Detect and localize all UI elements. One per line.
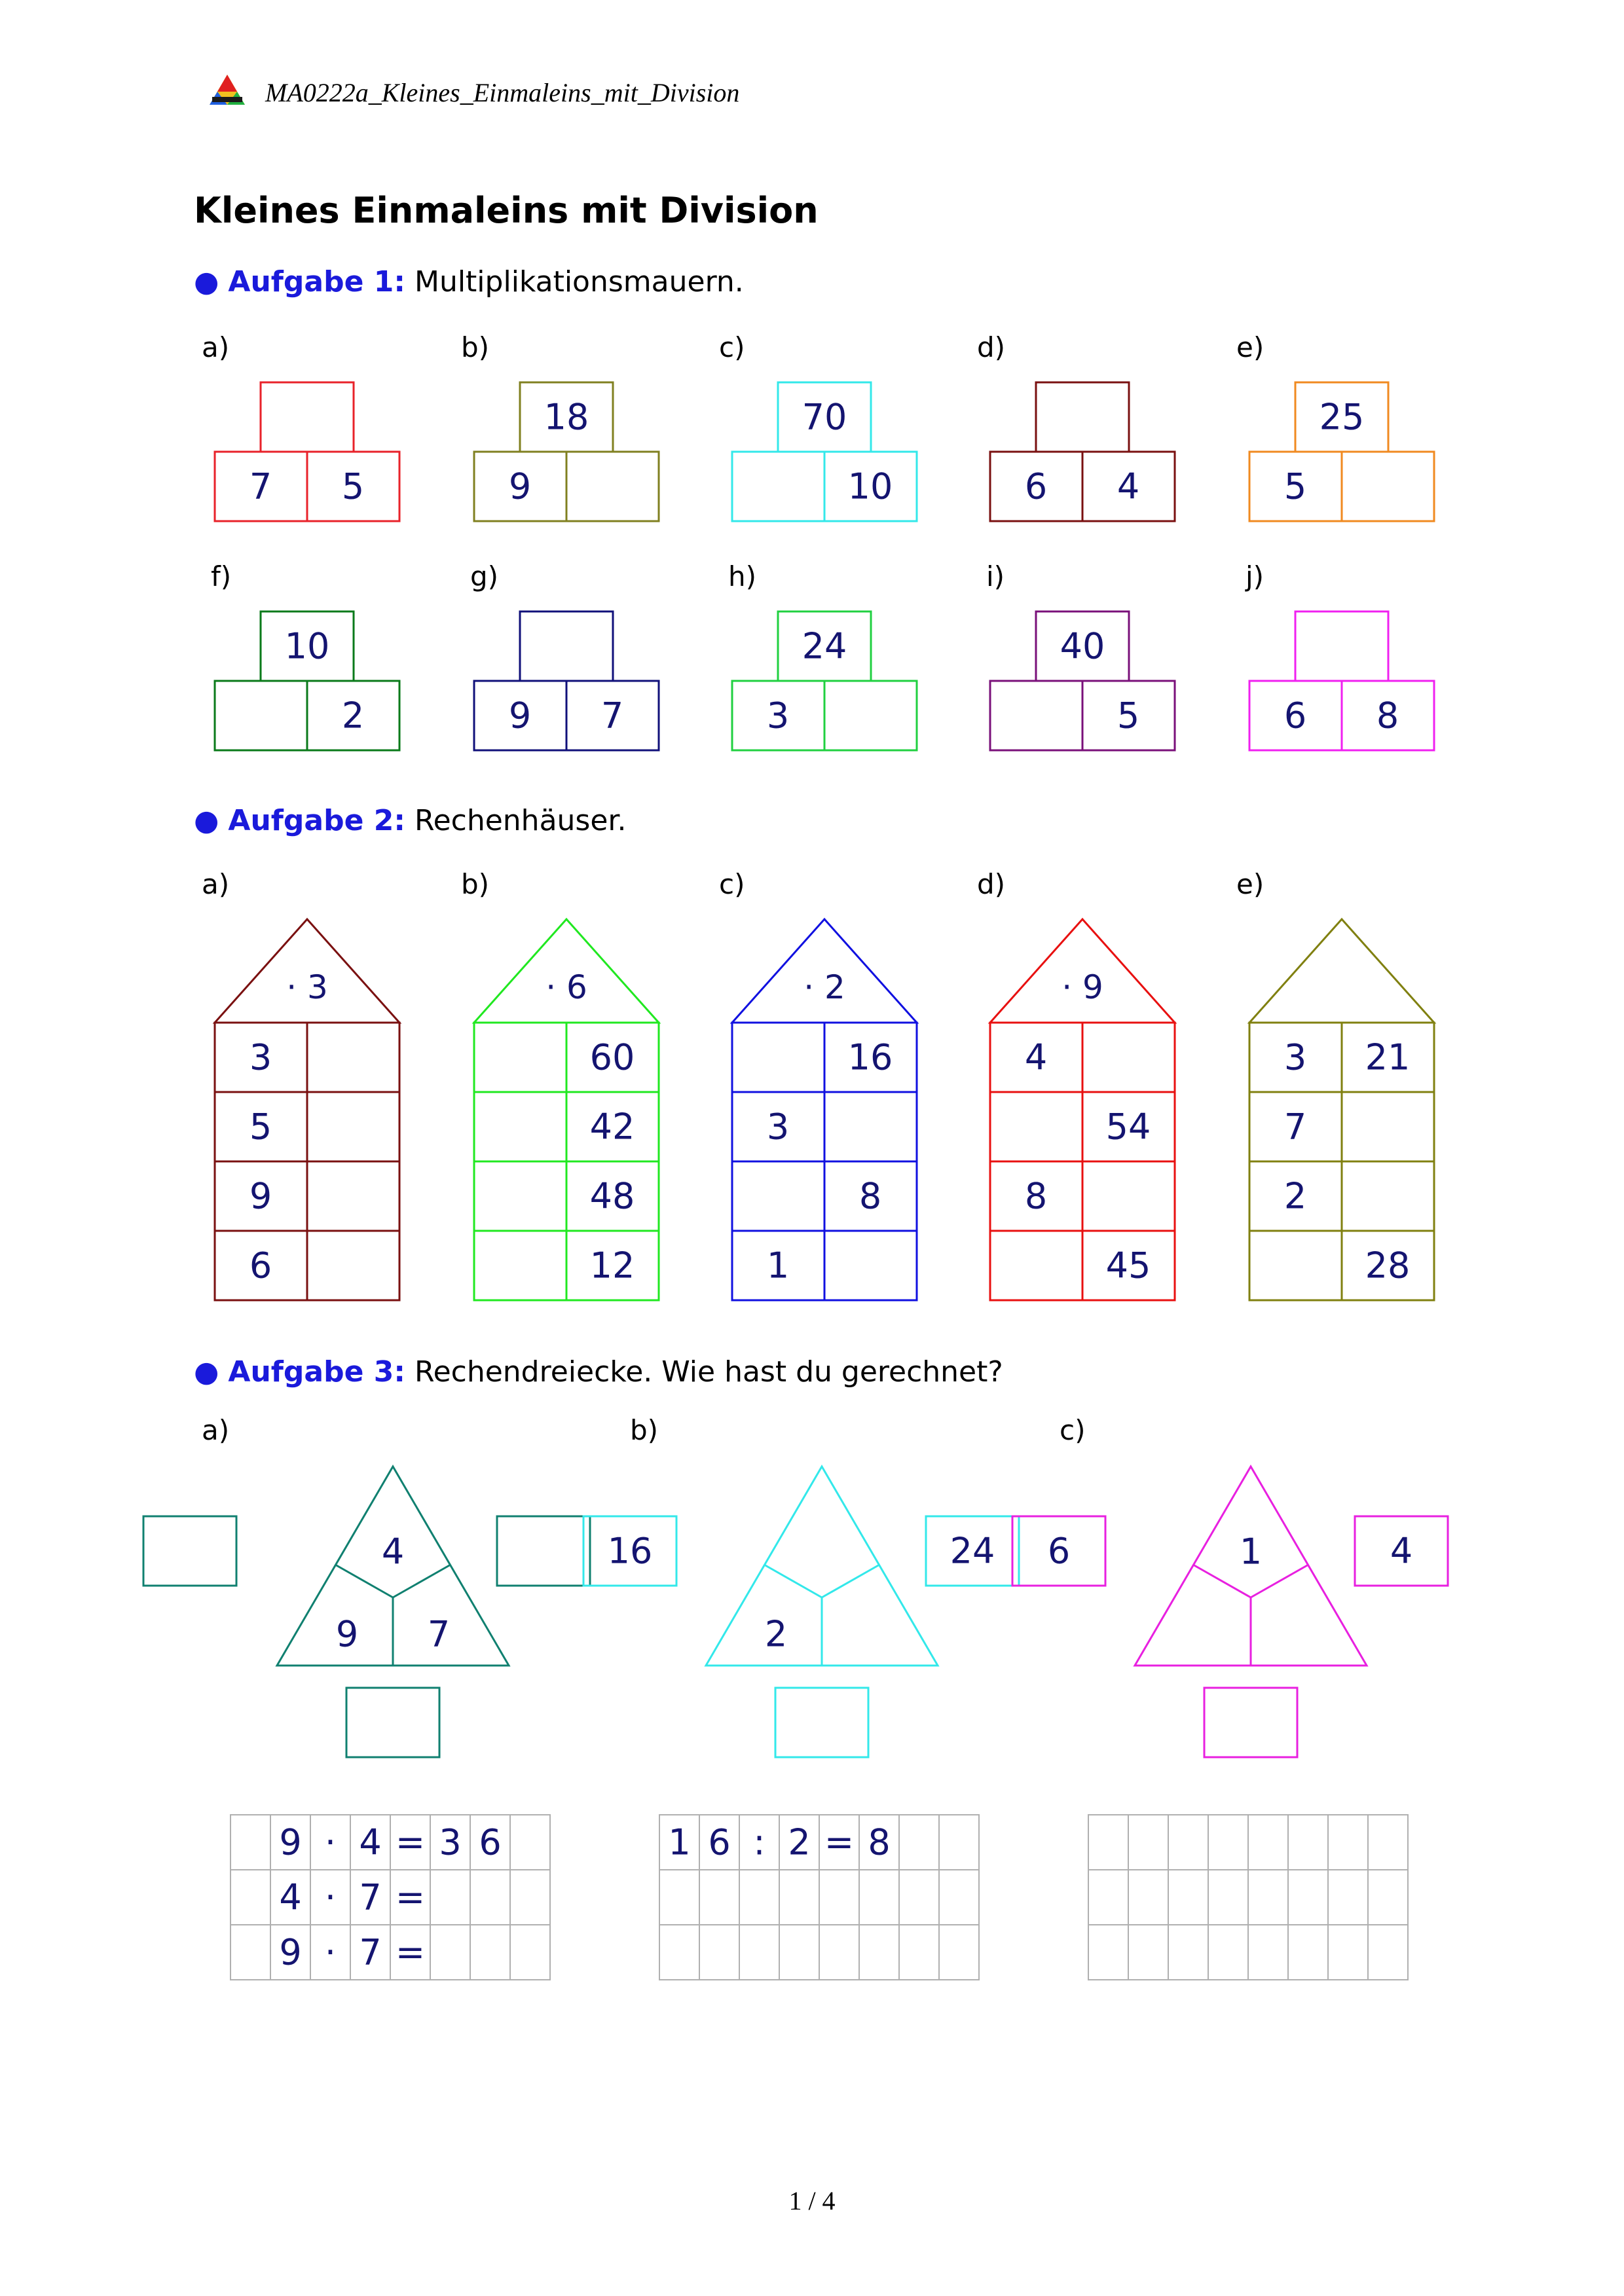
grid-1-cell-1-1 [699,1870,739,1925]
grid-0-cell-2-6 [470,1925,510,1980]
house-1-row-0-right-value: 60 [589,1036,635,1078]
house-0-row-3-left-value: 6 [249,1245,272,1286]
house-3-row-1-left-cell [990,1092,1082,1161]
wall-4-top-value: 25 [1319,396,1365,438]
house-3-row-0-left-value: 4 [1024,1036,1048,1078]
grid-1-cell-2-3 [779,1925,819,1980]
wall-2-letter: c) [719,331,745,363]
grid-2-cell-2-0 [1088,1925,1128,1980]
grid-0-cell-0-7 [510,1815,550,1870]
wall-2-right-value: 10 [847,465,893,507]
grid-0-cell-1-6 [470,1870,510,1925]
triangle-0-top-value: 4 [381,1531,405,1573]
wall-7-top-value: 24 [802,625,847,667]
triangle-1-right-box-value: 24 [950,1530,995,1572]
grid-0-cell-1-1-value: 4 [279,1876,302,1918]
house-0-letter: a) [202,868,230,900]
triangle-0-left-box [143,1516,236,1586]
grid-2-cell-1-4 [1248,1870,1288,1925]
wall-5-top-value: 10 [284,625,330,667]
house-2-row-1-right-cell [824,1092,917,1161]
house-1-row-3-left-cell [474,1231,566,1300]
house-4-row-0-left-value: 3 [1283,1036,1307,1078]
grid-2-cell-2-4 [1248,1925,1288,1980]
grid-1-cell-0-1-value: 6 [708,1821,731,1863]
triangle-1-bottom-box [775,1688,868,1757]
grid-1-cell-0-7 [939,1815,979,1870]
wall-6-right-value: 7 [600,695,624,737]
grid-1-cell-0-4-value: = [824,1821,855,1863]
grid-2-cell-2-6 [1328,1925,1368,1980]
grid-1-cell-1-4 [819,1870,859,1925]
house-1-row-0-left-cell [474,1023,566,1092]
grid-2-cell-0-7 [1368,1815,1408,1870]
grid-0-cell-0-5-value: 3 [439,1821,462,1863]
house-1-roof-operator: · 6 [545,968,587,1006]
wall-5-left-brick [215,681,307,750]
triangle-1-bottom-left-value: 2 [764,1613,788,1655]
task1-label: Aufgabe 1: [228,265,405,299]
grid-2-cell-1-2 [1168,1870,1208,1925]
triangle-1-divider-right [822,1565,879,1597]
triangle-0-bottom-right-value: 7 [427,1613,451,1655]
task3-text: Rechendreiecke. Wie hast du gerechnet? [414,1355,1003,1389]
house-0-row-0-right-cell [307,1023,399,1092]
grid-2-cell-0-2 [1168,1815,1208,1870]
house-2-row-3-right-cell [824,1231,917,1300]
grid-0-cell-1-0 [231,1870,270,1925]
grid-2-cell-2-3 [1208,1925,1248,1980]
task2-text: Rechenhäuser. [414,804,627,837]
wall-0-right-value: 5 [341,465,365,507]
grid-2-cell-2-2 [1168,1925,1208,1980]
wall-1-left-value: 9 [508,465,532,507]
grid-1-cell-1-5 [859,1870,899,1925]
grid-2-cell-0-4 [1248,1815,1288,1870]
triangle-0-right-box [497,1516,590,1586]
grid-2-cell-1-6 [1328,1870,1368,1925]
wall-6-letter: g) [470,560,499,592]
wall-3-left-value: 6 [1024,465,1048,507]
grid-0-cell-0-4-value: = [395,1821,426,1863]
wall-3-right-value: 4 [1116,465,1140,507]
house-4-row-2-right-cell [1342,1161,1434,1231]
triangle-0-bottom-left-value: 9 [335,1613,359,1655]
grid-1-cell-1-0 [659,1870,699,1925]
wall-9-right-value: 8 [1376,695,1399,737]
grid-1-cell-2-4 [819,1925,859,1980]
house-4-letter: e) [1236,868,1264,900]
grid-1-cell-0-0-value: 1 [668,1821,691,1863]
triangle-2-bottom-box [1204,1688,1297,1757]
task2-label: Aufgabe 2: [228,804,405,837]
house-0-row-2-right-cell [307,1161,399,1231]
task2-bullet: ● [194,804,219,837]
grid-1-cell-2-7 [939,1925,979,1980]
header-filename: MA0222a_Kleines_Einmaleins_mit_Division [265,78,740,107]
house-3-letter: d) [977,868,1006,900]
triangle-1-left-box-value: 16 [607,1530,653,1572]
house-1-row-3-right-value: 12 [589,1245,635,1286]
grid-1-cell-2-2 [739,1925,779,1980]
grid-0-cell-2-1-value: 9 [279,1931,302,1973]
house-4-row-3-right-value: 28 [1365,1245,1411,1286]
wall-0-left-value: 7 [249,465,272,507]
wall-6-top-brick [520,611,613,681]
house-0-row-3-right-cell [307,1231,399,1300]
grid-0-cell-1-5 [430,1870,470,1925]
wall-0-top-brick [261,382,354,452]
triangle-0-bottom-box [346,1688,439,1757]
grid-0-cell-0-6-value: 6 [479,1821,502,1863]
grid-2-cell-1-0 [1088,1870,1128,1925]
wall-9-top-brick [1295,611,1388,681]
house-0-roof-operator: · 3 [286,968,328,1006]
house-2-row-1-left-value: 3 [766,1106,790,1148]
house-3-row-3-left-cell [990,1231,1082,1300]
grid-0-cell-1-3-value: 7 [359,1876,382,1918]
grid-2-cell-0-6 [1328,1815,1368,1870]
wall-9-letter: j) [1246,560,1264,592]
grid-0-cell-2-3-value: 7 [359,1931,382,1973]
house-2-row-0-left-cell [732,1023,824,1092]
wall-2-left-brick [732,452,824,521]
wall-8-right-value: 5 [1116,695,1140,737]
grid-2-cell-0-3 [1208,1815,1248,1870]
house-1-letter: b) [461,868,490,900]
house-0-row-1-left-value: 5 [249,1106,272,1148]
grid-0-cell-2-0 [231,1925,270,1980]
house-4-row-1-left-value: 7 [1283,1106,1307,1148]
house-3-roof-operator: · 9 [1061,968,1103,1006]
house-0-row-2-left-value: 9 [249,1175,272,1217]
wall-8-top-value: 40 [1060,625,1105,667]
grid-1-cell-0-5-value: 8 [868,1821,891,1863]
house-4-row-3-left-cell [1249,1231,1342,1300]
task1-bullet: ● [194,265,219,299]
page-title: Kleines Einmaleins mit Division [194,190,819,231]
house-0-row-1-right-cell [307,1092,399,1161]
wall-0-letter: a) [202,331,230,363]
wall-4-left-value: 5 [1283,465,1307,507]
triangle-2-letter: c) [1060,1414,1086,1446]
wall-9-left-value: 6 [1283,695,1307,737]
grid-1-cell-2-5 [859,1925,899,1980]
grid-2-cell-1-7 [1368,1870,1408,1925]
triangle-2-top-value: 1 [1239,1531,1263,1573]
grid-0-cell-2-5 [430,1925,470,1980]
grid-2-cell-2-1 [1128,1925,1168,1980]
triangle-1-divider-left [764,1565,822,1597]
house-4-row-1-right-cell [1342,1092,1434,1161]
wall-2-top-value: 70 [802,396,847,438]
house-4-roof [1249,919,1434,1023]
wall-1-letter: b) [461,331,490,363]
task3-label: Aufgabe 3: [228,1355,405,1389]
house-4-row-2-left-value: 2 [1283,1175,1307,1217]
wall-5-right-value: 2 [341,695,365,737]
triangle-2-right-box-value: 4 [1390,1530,1413,1572]
wall-6-left-value: 9 [508,695,532,737]
house-0-row-0-left-value: 3 [249,1036,272,1078]
wall-3-top-brick [1036,382,1129,452]
grid-2-cell-0-5 [1288,1815,1328,1870]
grid-0-cell-0-2-value: · [324,1821,337,1863]
house-3-row-0-right-cell [1082,1023,1175,1092]
house-1-row-2-right-value: 48 [589,1175,635,1217]
house-2-letter: c) [719,868,745,900]
grid-2-cell-1-3 [1208,1870,1248,1925]
task1-text: Multiplikationsmauern. [414,265,744,299]
triangle-2-left-box-value: 6 [1047,1530,1071,1572]
wall-8-left-brick [990,681,1082,750]
house-2-roof-operator: · 2 [803,968,845,1006]
house-3-row-1-right-value: 54 [1105,1106,1151,1148]
house-1-row-2-left-cell [474,1161,566,1231]
wall-4-right-brick [1342,452,1434,521]
task3-bullet: ● [194,1355,219,1389]
house-4-row-0-right-value: 21 [1365,1036,1411,1078]
wall-1-top-value: 18 [544,396,589,438]
grid-0-cell-0-0 [231,1815,270,1870]
house-3-row-2-left-value: 8 [1024,1175,1048,1217]
grid-1-cell-2-6 [899,1925,939,1980]
wall-7-left-value: 3 [766,695,790,737]
wall-3-letter: d) [977,331,1006,363]
grid-1-cell-2-1 [699,1925,739,1980]
grid-2-cell-1-5 [1288,1870,1328,1925]
wall-1-right-brick [566,452,659,521]
grid-2-cell-0-0 [1088,1815,1128,1870]
house-2-row-3-left-value: 1 [766,1245,790,1286]
wall-7-right-brick [824,681,917,750]
grid-1-cell-1-3 [779,1870,819,1925]
grid-1-cell-2-0 [659,1925,699,1980]
house-3-row-3-right-value: 45 [1105,1245,1151,1286]
grid-0-cell-2-4-value: = [395,1931,426,1973]
wall-5-letter: f) [211,560,232,592]
grid-1-cell-0-6 [899,1815,939,1870]
triangle-0-letter: a) [202,1414,230,1446]
grid-2-cell-0-1 [1128,1815,1168,1870]
house-1-row-1-left-cell [474,1092,566,1161]
grid-1-cell-0-2-value: : [753,1821,766,1863]
grid-0-cell-2-2-value: · [324,1931,337,1973]
wall-8-letter: i) [986,560,1005,592]
grid-2-cell-2-5 [1288,1925,1328,1980]
grid-1-cell-0-3-value: 2 [788,1821,811,1863]
wall-4-letter: e) [1236,331,1264,363]
house-1-row-1-right-value: 42 [589,1106,635,1148]
grid-0-cell-1-4-value: = [395,1876,426,1918]
grid-0-cell-1-2-value: · [324,1876,337,1918]
house-2-row-2-left-cell [732,1161,824,1231]
grid-0-cell-0-3-value: 4 [359,1821,382,1863]
grid-0-cell-1-7 [510,1870,550,1925]
grid-2-cell-1-1 [1128,1870,1168,1925]
grid-1-cell-1-6 [899,1870,939,1925]
triangle-1-letter: b) [630,1414,659,1446]
wall-7-letter: h) [728,560,757,592]
grid-0-cell-0-1-value: 9 [279,1821,302,1863]
house-2-row-0-right-value: 16 [847,1036,893,1078]
grid-2-cell-2-7 [1368,1925,1408,1980]
grid-0-cell-2-7 [510,1925,550,1980]
grid-1-cell-1-2 [739,1870,779,1925]
grid-1-cell-1-7 [939,1870,979,1925]
house-3-row-2-right-cell [1082,1161,1175,1231]
page-number: 1 / 4 [788,2186,836,2215]
house-2-row-2-right-value: 8 [858,1175,882,1217]
